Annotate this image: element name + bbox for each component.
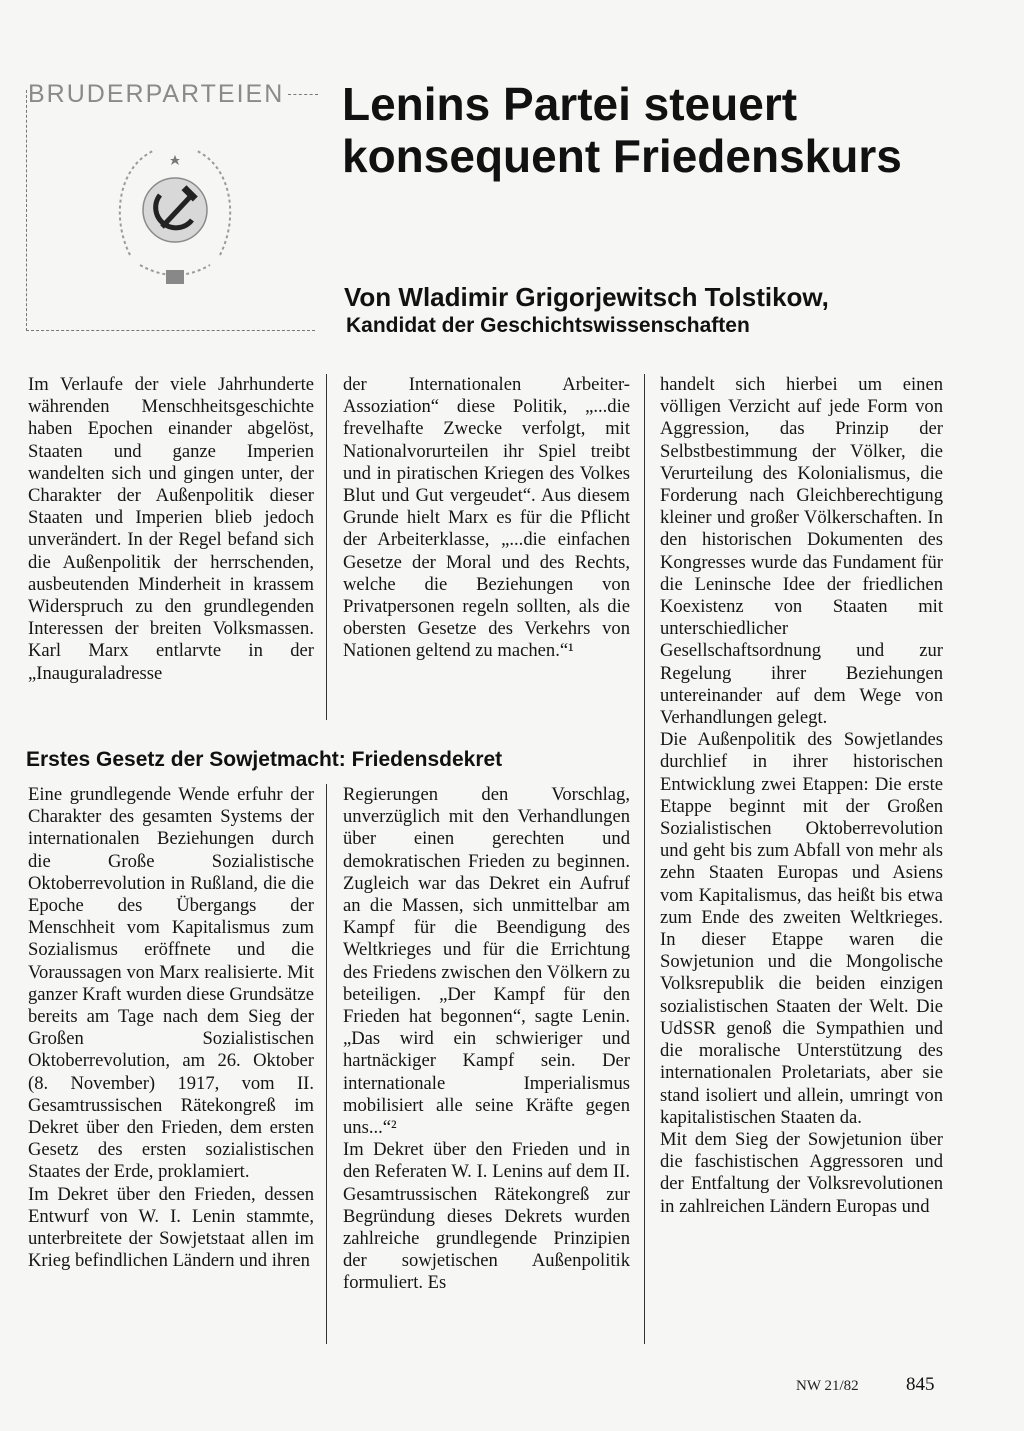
column-rule bbox=[326, 784, 327, 1344]
issue-number: NW 21/82 bbox=[796, 1378, 859, 1394]
body-paragraph: Regierungen den Vorschlag, unverzüglich mit den Verhandlungen über einen gerechten und demokratischen Frieden zu beginnen. Zugleich war das Dekret ein Aufruf an die Massen, sich unmittelbar am Kampf für die Beendigung des Weltkrieges und für die Errichtung des Friedens zwischen den Völkern zu beteiligen. „Der Kampf für den Frieden hat begonnen“, sagte Lenin. „Das wird ein schwieriger und hartnäckiger Kampf sein. Der internationale Imperialismus mobilisiert alle seine Kräfte gegen uns...“² bbox=[343, 784, 630, 1139]
headline-line-1: Lenins Partei steuert bbox=[342, 78, 798, 130]
body-column-2 bbox=[343, 784, 630, 1295]
article-headline bbox=[342, 78, 982, 182]
section-heading: Erstes Gesetz der Sowjetmacht: Friedensdekret bbox=[26, 748, 503, 771]
page-number: 845 bbox=[906, 1374, 935, 1395]
body-paragraph: handelt sich hierbei um einen völligen Verzicht auf jede Form von Aggression, das Prinzip der Selbstbestimmung der Völker, die Verurteilung des Kolonialismus, die Forderung nach Gleichberechtigung kleiner und großer Völkerschaften. In den historischen Dokumenten des Kongresses wurde das Fundament für die Leninsche Idee der friedlichen Koexistenz von Staaten mit unterschiedlicher Gesellschaftsordnung und zur Regelung ihrer Beziehungen untereinander auf dem Wege von Verhandlungen gelegt. bbox=[660, 374, 943, 729]
hammer-sickle-emblem-icon bbox=[110, 135, 240, 295]
intro-paragraph-1: Im Verlaufe der viele Jahrhunderte währenden Menschheitsgeschichte haben Epochen einander abgelöst, Staaten und ganze Imperien wandelten sich und gingen unter, der Charakter der Außenpolitik dieser Staaten und Imperien blieb jedoch unverändert. In der Regel befand sich die Außenpolitik der herrschenden, ausbeutenden Minderheit in krassem Widerspruch zu den grundlegenden Interessen der breiten Volksmassen. Karl Marx entlarvte in der „Inauguraladresse bbox=[28, 374, 314, 684]
body-paragraph: Im Dekret über den Frieden, dessen Entwurf von W. I. Lenin stammte, unterbreitete der Sowjetstaat allen im Krieg befindlichen Ländern und ihren bbox=[28, 1183, 314, 1272]
headline-line-2: konsequent Friedenskurs bbox=[342, 130, 902, 182]
byline-author: Von Wladimir Grigorjewitsch Tolstikow, bbox=[344, 282, 829, 312]
intro-column-1 bbox=[28, 374, 314, 685]
body-paragraph: Mit dem Sieg der Sowjetunion über die faschistischen Aggressoren und der Entfaltung der Volksrevolutionen in zahlreichen Ländern Europas und bbox=[660, 1128, 943, 1217]
body-column-3 bbox=[660, 374, 943, 1218]
body-column-1 bbox=[28, 784, 314, 1272]
intro-paragraph-2: der Internationalen Arbeiter-Assoziation“ diese Politik, „...die frevelhafte Zwecke verfolgt, mit Nationalvorurteilen ihr Spiel treibt und in piratischen Kriegen des Volkes Blut und Gut vergeudet“. Aus diesem Grunde hielt Marx es für die Pflicht der Arbeiterklasse, „...die einfachen Gesetze der Moral und des Rechts, welche die Beziehungen von Privatpersonen regeln sollten, als die obersten Gesetze des Verkehrs von Nationen geltend zu machen.“¹ bbox=[343, 374, 630, 662]
body-paragraph: Eine grundlegende Wende erfuhr der Charakter des gesamten Systems der internationalen Beziehungen durch die Große Sozialistische Oktoberrevolution in Rußland, die die Epoche des Übergangs der Menschheit vom Kapitalismus zum Sozialismus eröffnete und die Voraussagen von Marx realisierte. Mit ganzer Kraft wurden diese Grundsätze bereits am Tage nach dem Sieg der Großen Sozialistischen Oktoberrevolution, am 26. Oktober (8. November) 1917, vom II. Gesamtrussischen Rätekongreß im Dekret über den Frieden, dem ersten Gesetz des ersten sozialistischen Staates der Erde, proklamiert. bbox=[28, 784, 315, 1183]
body-paragraph: Die Außenpolitik des Sowjetlandes durchlief in ihrer historischen Entwicklung zwei Etappen: Die erste Etappe beginnt mit der Großen Sozialistischen Oktoberrevolution und geht bis zum Abfall von mehr als zehn Staaten Europas und Asiens vom Kapitalismus, das heißt bis etwa zum Ende des zweiten Weltkrieges. In dieser Etappe waren die Sowjetunion und die Mongolische Volksrepublik die beiden einzigen sozialistischen Staaten der Welt. Die UdSSR genoß die Sympathien und die moralische Unterstützung des internationalen Proletariats, aber sie stand isoliert und allein, umringt von kapitalistischen Staaten da. bbox=[660, 729, 943, 1128]
byline-title: Kandidat der Geschichtswissenschaften bbox=[346, 314, 750, 337]
rubric-label: BRUDERPARTEIEN bbox=[28, 80, 285, 108]
rubric-divider bbox=[288, 94, 318, 95]
intro-column-2 bbox=[343, 374, 630, 663]
column-rule bbox=[644, 374, 645, 1344]
body-paragraph: Im Dekret über den Frieden und in den Referaten W. I. Lenins auf dem II. Gesamtrussischen Rätekongreß zur Begründung dieses Dekrets wurden zahlreiche grundlegende Prinzipien der sowjetischen Außenpolitik formuliert. Es bbox=[343, 1139, 630, 1294]
column-rule bbox=[326, 374, 327, 720]
